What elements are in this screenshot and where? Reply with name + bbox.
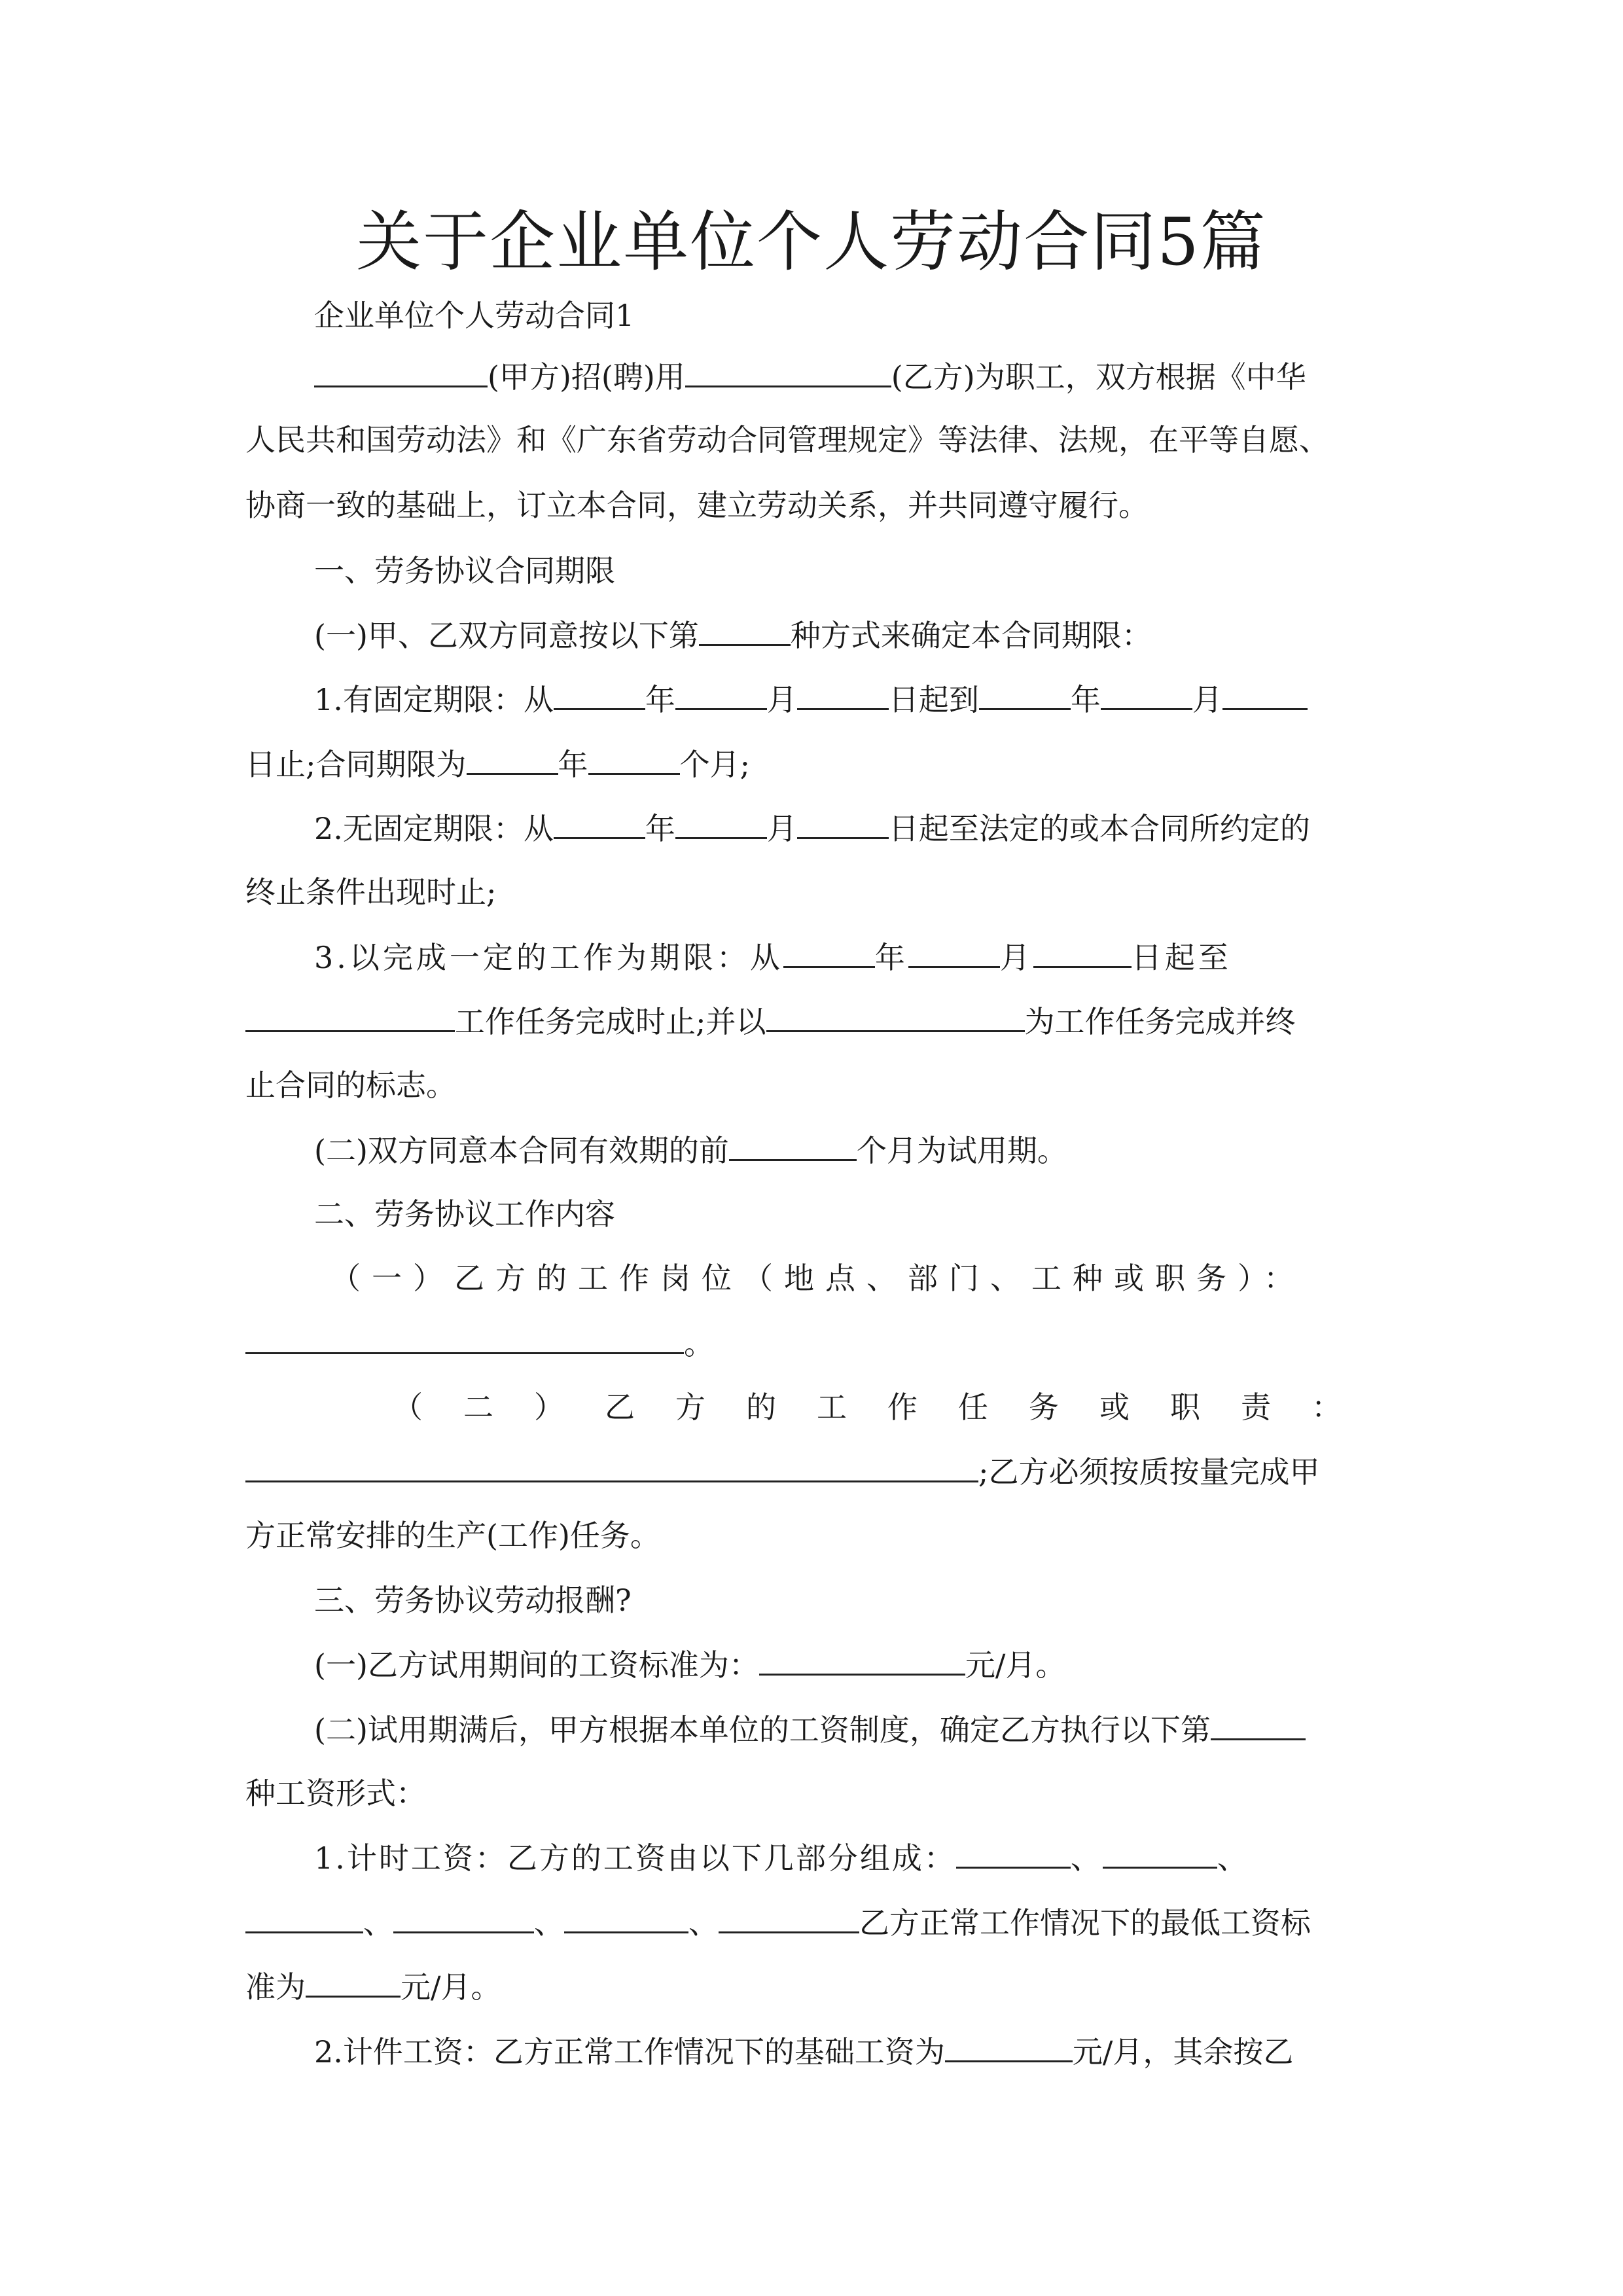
blank-end-day [1222, 679, 1308, 710]
blank-start-month [675, 679, 767, 710]
document-title: 关于企业单位个人劳动合同5篇 [356, 204, 1267, 280]
blank-method-number [699, 615, 791, 646]
blank-probation-wage [759, 1645, 965, 1676]
blank-task-name [245, 1001, 455, 1032]
wage-form-line-2: 种工资形式： [245, 1776, 426, 1811]
probation-wage-line: (一)乙方试用期间的工资标准为： 元/月。 [314, 1645, 1065, 1685]
section-3-heading: 三、劳务协议劳动报酬? [314, 1583, 632, 1618]
blank-task-marker [766, 1001, 1025, 1032]
intro-line-3: 协商一致的基础上，订立本合同，建立劳动关系，并共同遵守履行。 [245, 488, 1149, 523]
section-1-heading: 一、劳务协议合同期限 [314, 553, 615, 588]
task-term-line-2: 工作任务完成时止;并以 为工作任务完成并终 [245, 1001, 1296, 1041]
blank-job-duty [245, 1452, 978, 1482]
job-duty-line-2: ;乙方必须按质按量完成甲 [245, 1452, 1320, 1492]
job-duty-line-1: （二）乙方的工作任务或职责： [393, 1390, 1382, 1425]
blank-wage-part-2 [1103, 1838, 1217, 1869]
blank-party-a [314, 357, 488, 387]
probation-line: (二)双方同意本合同有效期的前 个月为试用期。 [314, 1130, 1067, 1170]
hourly-wage-line-2: 、 、 、 乙方正常工作情况下的最低工资标 [245, 1903, 1311, 1943]
blank-open-month [675, 808, 767, 839]
task-term-line-1: 3.以完成一定的工作为期限：从 年 月 日起至 [314, 937, 1381, 977]
blank-probation-months [729, 1130, 857, 1161]
blank-party-b [685, 357, 891, 387]
blank-wage-part-6 [719, 1903, 859, 1933]
blank-open-day [797, 808, 889, 839]
blank-minimum-wage [306, 1967, 401, 1998]
open-term-line-2: 终止条件出现时止; [245, 874, 497, 910]
blank-end-month [1101, 679, 1192, 710]
blank-wage-part-3 [245, 1903, 363, 1933]
blank-job-position [245, 1323, 684, 1354]
blank-open-year [554, 808, 645, 839]
intro-line-1 [314, 357, 1381, 397]
blank-wage-form [1211, 1710, 1306, 1740]
blank-term-years [467, 744, 558, 775]
blank-task-day [1033, 937, 1132, 968]
fixed-term-line-1: 1.有固定期限：从 年 月 日起到 年 月 [314, 679, 1381, 719]
job-position-line-2: 。 [245, 1323, 714, 1363]
task-term-line-3: 止合同的标志。 [245, 1067, 456, 1103]
job-position-line-1: （一）乙方的工作岗位（地点、部门、工种或职务）： [330, 1261, 1305, 1296]
section-1-para-1: (一)甲、乙双方同意按以下第 种方式来确定本合同期限： [314, 615, 1152, 655]
blank-end-year [979, 679, 1071, 710]
blank-task-month [908, 937, 1000, 968]
hourly-wage-line-3: 准为 元/月。 [245, 1967, 501, 2007]
contract-subtitle: 企业单位个人劳动合同1 [314, 298, 635, 333]
fixed-term-line-2: 日止;合同期限为 年 个月; [245, 744, 750, 784]
section-2-heading: 二、劳务协议工作内容 [314, 1196, 615, 1232]
blank-wage-part-4 [393, 1903, 534, 1933]
blank-start-day [797, 679, 889, 710]
hourly-wage-line-1: 1.计时工资：乙方的工资由以下几部分组成： 、 、 [314, 1838, 1381, 1878]
blank-term-months [588, 744, 680, 775]
intro-line-1-content: (甲方)招(聘)用 (乙方)为职工，双方根据《中华 [314, 357, 1306, 397]
piece-wage-line-1: 2.计件工资：乙方正常工作情况下的基础工资为 元/月，其余按乙 [314, 2032, 1381, 2072]
blank-base-wage [945, 2032, 1073, 2062]
blank-start-year [554, 679, 645, 710]
open-term-line-1: 2.无固定期限：从 年 月 日起至法定的或本合同所约定的 [314, 808, 1381, 848]
intro-line-2: 人民共和国劳动法》和《广东省劳动合同管理规定》等法律、法规，在平等自愿、 [245, 422, 1329, 457]
blank-wage-part-5 [564, 1903, 688, 1933]
job-duty-line-3: 方正常安排的生产(工作)任务。 [245, 1518, 660, 1553]
blank-wage-part-1 [956, 1838, 1071, 1869]
blank-task-year [783, 937, 875, 968]
wage-form-line-1: (二)试用期满后，甲方根据本单位的工资制度，确定乙方执行以下第 [314, 1710, 1381, 1749]
